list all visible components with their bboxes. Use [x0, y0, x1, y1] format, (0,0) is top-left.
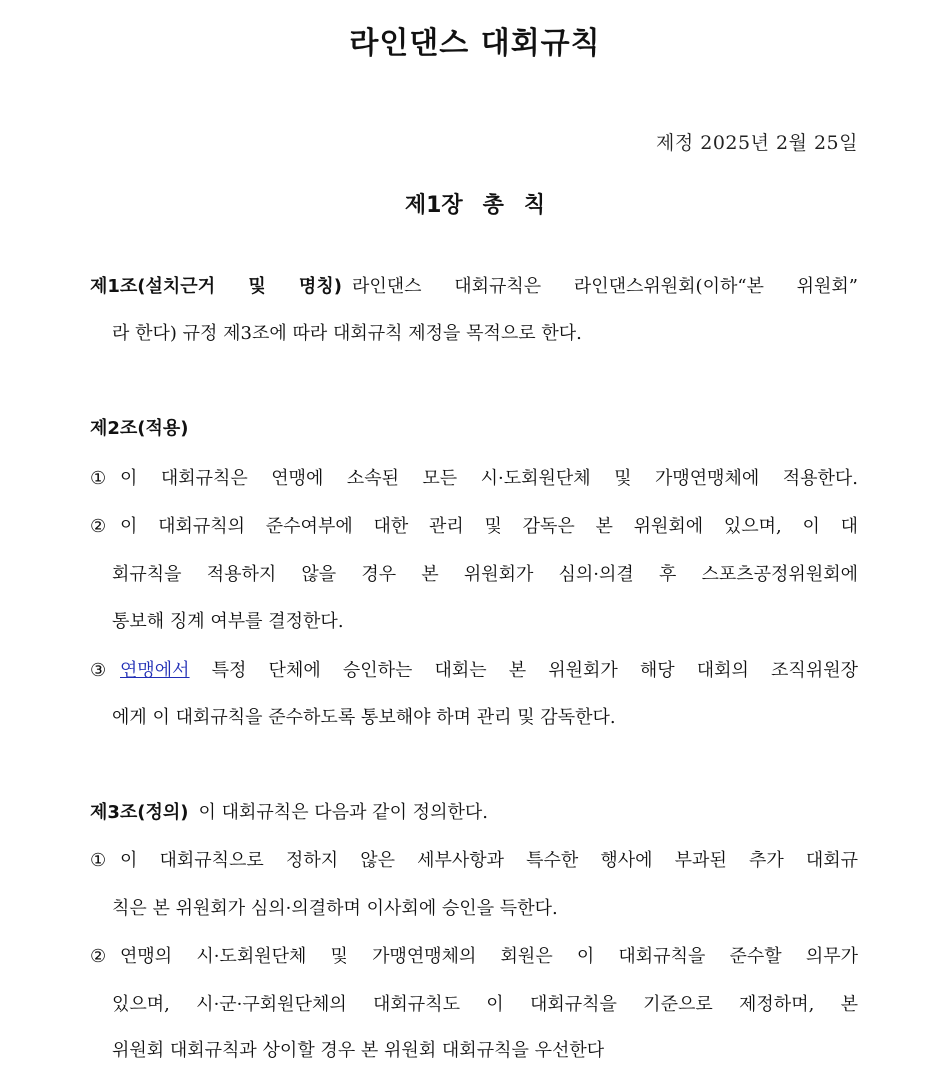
- article-2-heading-line: [90, 414, 858, 444]
- article-1-heading: 제1조(설치근거 및 명칭): [90, 276, 342, 297]
- article-1-line-1: [90, 272, 858, 302]
- chapter-word-1: 총: [482, 193, 504, 218]
- item-number: ①: [90, 468, 107, 489]
- article-2-item-2-text-1: 이 대회규칙의 준수여부에 대한 관리 및 감독은 본 위원회에 있으며, 이 대: [120, 516, 858, 537]
- chapter-title: [0, 188, 950, 219]
- article-3-heading: 제3조(정의): [90, 802, 189, 823]
- article-2-item-1-text-1: 이 대회규칙은 연맹에 소속된 모든 시·도회원단체 및 가맹연맹체에 적용한다.: [120, 468, 858, 489]
- article-1-line-2: 라 한다) 규정 제3조에 따라 대회규칙 제정을 목적으로 한다.: [112, 323, 582, 344]
- item-number: ①: [90, 850, 107, 871]
- article-3-item-1-line-2: 칙은 본 위원회가 심의·의결하며 이사회에 승인을 득한다.: [112, 898, 558, 919]
- federation-link[interactable]: 연맹에서: [120, 660, 190, 681]
- article-1-text-1: 라인댄스 대회규칙은 라인댄스위원회(이하“본 위원회”: [351, 276, 858, 297]
- article-3-heading-line: [90, 798, 858, 828]
- article-2-item-2-line-1: [90, 512, 858, 542]
- article-3-intro: 이 대회규칙은 다음과 같이 정의한다.: [198, 802, 488, 823]
- article-3-item-2-line-3: 위원회 대회규칙과 상이할 경우 본 위원회 대회규칙을 우선한다: [112, 1040, 605, 1061]
- article-2-item-3-line-2: 에게 이 대회규칙을 준수하도록 통보해야 하며 관리 및 감독한다.: [112, 707, 616, 728]
- article-2-item-1-line-1: [90, 464, 858, 494]
- article-3-item-2-line-2: 있으며, 시·군·구회원단체의 대회규칙도 이 대회규칙을 기준으로 제정하며, 본: [112, 994, 858, 1015]
- article-2-item-3-line-1: [90, 656, 858, 686]
- article-2-heading: 제2조(적용): [90, 418, 189, 439]
- chapter-number: 제1장: [404, 193, 463, 218]
- article-3-item-2-text-1: 연맹의 시·도회원단체 및 가맹연맹체의 회원은 이 대회규칙을 준수할 의무가: [120, 946, 858, 967]
- item-number: ②: [90, 516, 107, 537]
- document-title: 라인댄스 대회규칙: [349, 26, 601, 61]
- article-2-item-2-line-3: 통보해 징계 여부를 결정한다.: [112, 611, 344, 632]
- article-3-item-1-line-1: [90, 846, 858, 876]
- enactment-date: 제정 2025년 2월 25일: [655, 132, 858, 154]
- article-3-item-2-line-1: [90, 942, 858, 972]
- article-2-item-3-text-1: 특정 단체에 승인하는 대회는 본 위원회가 해당 대회의 조직위원장: [211, 660, 858, 681]
- item-number: ②: [90, 946, 107, 967]
- chapter-word-2: 칙: [523, 193, 546, 218]
- item-number: ③: [90, 660, 107, 681]
- article-2-item-2-line-2: 회규칙을 적용하지 않을 경우 본 위원회가 심의·의결 후 스포츠공정위원회에: [112, 564, 858, 585]
- article-3-item-1-text-1: 이 대회규칙으로 정하지 않은 세부사항과 특수한 행사에 부과된 추가 대회규: [120, 850, 858, 871]
